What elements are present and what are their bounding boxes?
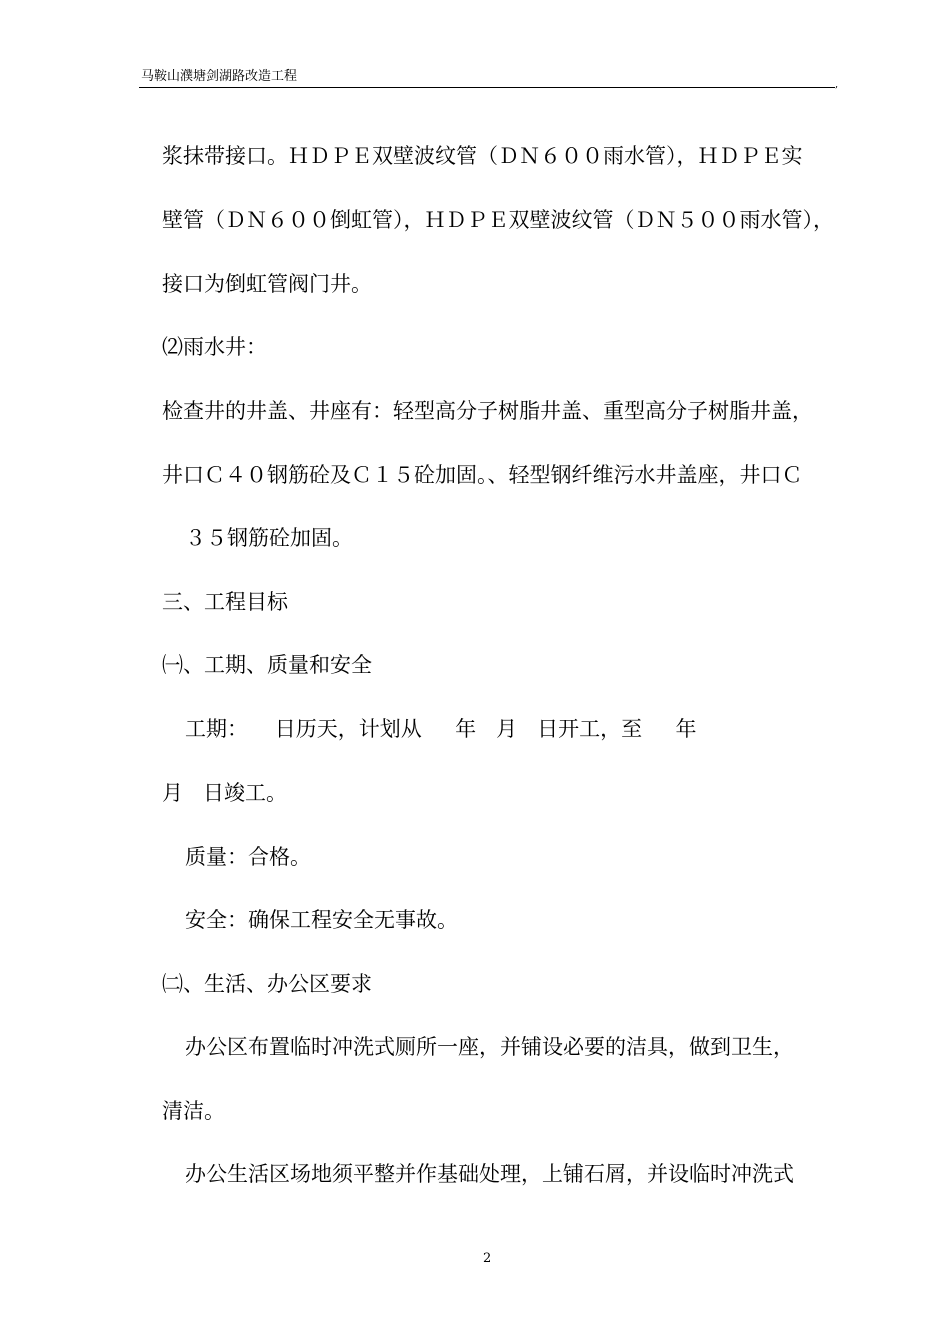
section-heading: 三、工程目标: [162, 590, 288, 614]
header-mark: ,: [835, 79, 839, 90]
body-line: 质量：合格。: [185, 845, 311, 869]
body-line: 工期： 日历天，计划从 年 月 日开工，至 年: [185, 717, 697, 741]
body-line: 浆抹带接口。ＨＤＰＥ双壁波纹管（ＤＮ６００雨水管），ＨＤＰＥ实: [162, 144, 803, 168]
header-divider: [139, 87, 835, 88]
body-line: ３５钢筋砼加固。: [185, 526, 353, 550]
running-header: 马鞍山濮塘剑湖路改造工程: [141, 69, 298, 84]
page-number: 2: [483, 1251, 492, 1266]
body-line: 清洁。: [162, 1099, 225, 1123]
body-line: 检查井的井盖、井座有：轻型高分子树脂井盖、重型高分子树脂井盖，: [162, 399, 813, 423]
body-line: 壁管（ＤＮ６００倒虹管），ＨＤＰＥ双壁波纹管（ＤＮ５００雨水管），: [162, 208, 834, 232]
body-line: 接口为倒虹管阀门井。: [162, 272, 372, 296]
list-item-heading: ⑵雨水井：: [162, 335, 267, 359]
subsection-heading: ㈠、工期、质量和安全: [162, 653, 372, 677]
body-line: 井口Ｃ４０钢筋砼及Ｃ１５砼加固。、轻型钢纤维污水井盖座，井口Ｃ: [162, 463, 803, 487]
body-line: 月 日竣工。: [162, 781, 288, 805]
body-line: 办公生活区场地须平整并作基础处理，上铺石屑，并设临时冲洗式: [185, 1162, 794, 1186]
subsection-heading: ㈡、生活、办公区要求: [162, 972, 372, 996]
body-line: 安全：确保工程安全无事故。: [185, 908, 458, 932]
body-line: 办公区布置临时冲洗式厕所一座，并铺设必要的洁具，做到卫生，: [185, 1035, 794, 1059]
